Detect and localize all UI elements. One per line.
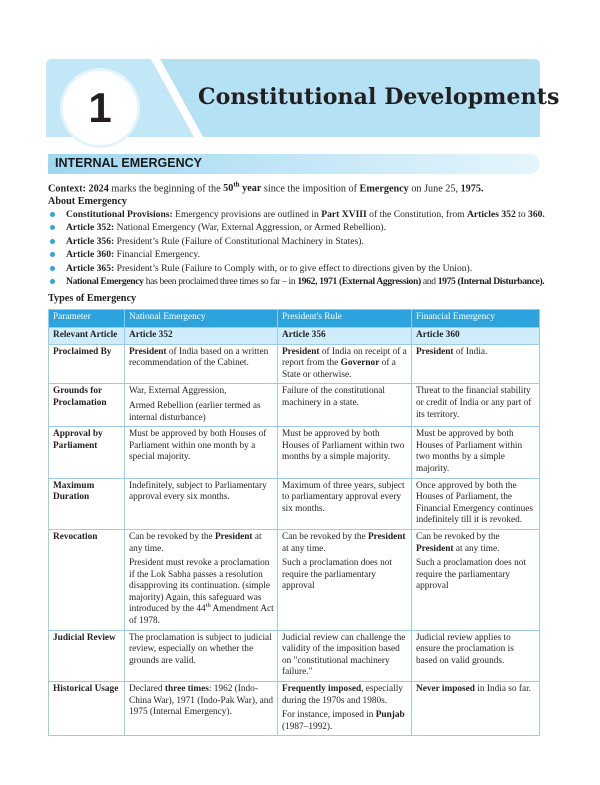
about-bullet-list: [48, 208, 548, 288]
section-title: INTERNAL EMERGENCY: [55, 156, 203, 170]
table-row: [49, 478, 540, 529]
cell-text: of a State or otherwise.: [282, 358, 396, 380]
cell-bold: President: [367, 531, 406, 542]
cell-text: Can be revoked by the: [416, 531, 500, 542]
cell-text: at any time.: [453, 543, 500, 554]
cell-text: at any time.: [282, 543, 326, 554]
cell-text: 44: [196, 604, 206, 615]
cell-bold: President: [129, 346, 167, 357]
row-label: Judicial Review: [49, 630, 125, 681]
table-row: [49, 682, 540, 736]
table-cell: [412, 344, 540, 384]
row-label: Approval by Parliament: [49, 427, 125, 478]
cell-bold: three times: [164, 684, 209, 695]
table-cell: Indefinitely, subject to Parliamentary approval every six months.: [125, 478, 278, 529]
bullet-text: of the Constitution, from: [366, 209, 467, 220]
table-row: [49, 384, 540, 427]
column-header: National Emergency: [125, 310, 278, 328]
table-cell: [412, 682, 540, 736]
about-heading: About Emergency: [48, 196, 127, 207]
bullet-text: President’s Rule (Failure of Constitutional Machinery in States).: [114, 235, 364, 247]
bullet-label: Article 356:: [66, 235, 115, 247]
cell-text: [282, 532, 408, 555]
bullet-text: Emergency provisions are outlined in: [172, 209, 322, 220]
cell-bold: Governor: [340, 358, 380, 369]
cell-text: President must revoke a proclamation if the Lok Sabha passes a resolution disapproving its continuation. (simple majority) Again, this safeguard was introduced by the: [129, 558, 270, 615]
table-cell: Judicial review can challenge the validity of the imposition based on "constitutional machinery failure.": [278, 630, 412, 681]
cell-text: in India so far.: [474, 684, 531, 695]
table-header-row: [49, 310, 540, 328]
cell-text: of India on receipt of a report from the: [282, 346, 407, 369]
chapter-number-circle: [63, 71, 137, 145]
row-label: Grounds for Proclamation: [49, 384, 125, 427]
table-cell: [278, 682, 412, 736]
table-cell: Failure of the constitutional machinery in a state.: [278, 384, 412, 427]
cell-text: [129, 558, 274, 628]
bullet-label: Constitutional Provisions:: [66, 209, 173, 220]
chapter-number: 1: [88, 84, 112, 131]
bullet-text: has been proclaimed three times so far – in: [143, 276, 298, 288]
table-cell: [412, 529, 540, 630]
bullet-label: Article 365:: [66, 262, 115, 274]
bullet-text: National Emergency (War, External Aggression, or Armed Rebellion).: [114, 222, 386, 234]
table-cell: The proclamation is subject to judicial review, especially on whether the grounds are valid.: [125, 630, 278, 681]
column-header: Parameter: [49, 310, 125, 328]
bullet-text: Financial Emergency.: [114, 249, 200, 261]
table-row: [49, 344, 540, 384]
bullet-dot-icon: [50, 252, 55, 257]
cell-bold: President: [416, 543, 454, 554]
table-cell: [278, 529, 412, 630]
context-paragraph: [48, 179, 548, 195]
row-label: Historical Usage: [49, 682, 125, 736]
context-ordinal-sup: th: [233, 181, 240, 189]
cell-bold: President: [214, 531, 253, 542]
row-label: Proclaimed By: [49, 344, 125, 384]
cell-bold: President: [416, 346, 454, 357]
cell-text: [129, 532, 274, 555]
bullet-text: President’s Rule (Failure to Comply with, or to give effect to directions given by the Union).: [114, 262, 473, 274]
cell-text: at any time.: [129, 531, 262, 554]
cell-bold: Never imposed: [416, 684, 475, 695]
table-cell: Must be approved by both Houses of Parliament within two months by a simple majority.: [278, 427, 412, 478]
bullet-dot-icon: [50, 225, 55, 230]
emergency-types-table: [48, 309, 540, 736]
types-heading: Types of Emergency: [48, 293, 137, 304]
bullet-dot-icon: [50, 212, 55, 217]
cell-text: of India.: [453, 346, 488, 357]
context-text-c: since the imposition of: [261, 183, 360, 195]
column-header: Financial Emergency: [412, 310, 540, 328]
table-cell: Must be approved by both Houses of Parliament within two months by a simple majority.: [412, 427, 540, 478]
context-year2: 1975.: [460, 183, 484, 195]
cell-sup: th: [205, 602, 211, 610]
row-label: Maximum Duration: [49, 478, 125, 529]
cell-text: Can be revoked by the: [129, 531, 215, 542]
list-item: [48, 208, 548, 221]
chapter-title: Constitutional Developments: [198, 84, 560, 110]
cell-text: Declared: [129, 684, 165, 695]
cell-bold: President: [282, 346, 320, 357]
cell-text: [282, 710, 408, 733]
bullet-label: Article 352:: [66, 222, 115, 234]
cell-text: [416, 532, 536, 555]
context-label: Context:: [48, 183, 86, 195]
bullet-bold: Articles 352: [466, 209, 516, 220]
table-cell: Threat to the financial stability or credit of India or any part of its territory.: [412, 384, 540, 427]
row-label: Revocation: [49, 529, 125, 630]
table-cell: [278, 344, 412, 384]
context-ordinal-num: 50: [223, 183, 234, 195]
table-cell: Once approved by both the Houses of Parliament, the Financial Emergency continues indefinitely till it is revoked.: [412, 478, 540, 529]
cell-text: For instance, imposed in: [282, 710, 376, 721]
table-row: [49, 328, 540, 345]
table-cell: [125, 529, 278, 630]
cell-text: [282, 684, 408, 707]
table-cell: [125, 682, 278, 736]
cell-text: War, External Aggression,: [129, 386, 227, 397]
context-text-b: year: [239, 183, 262, 195]
section-bar: [48, 154, 540, 174]
table-row: [49, 630, 540, 681]
bullet-dot-icon: [50, 266, 55, 271]
cell-text: Such a proclamation does not require the parliamentary approval: [282, 558, 392, 592]
bullet-text: and: [420, 276, 438, 288]
table-cell: Judicial review applies to ensure the proclamation is based on valid grounds.: [412, 630, 540, 681]
context-year: 2024: [88, 183, 109, 195]
list-item: [48, 235, 548, 248]
column-header: President's Rule: [278, 310, 412, 328]
cell-text: Can be revoked by the: [282, 531, 368, 542]
cell-text: , especially during the 1970s and 1980s.: [282, 684, 403, 706]
table-cell: [125, 344, 278, 384]
cell-bold: Punjab: [375, 710, 405, 721]
table-cell: Article 352: [125, 328, 278, 345]
table-cell: Maximum of three years, subject to parliamentary approval every six months.: [278, 478, 412, 529]
context-text-a: marks the beginning of the: [108, 183, 224, 195]
list-item: [48, 262, 548, 275]
bullet-bold: 1962, 1971 (External Aggression): [297, 276, 421, 288]
bullet-dot-icon: [50, 279, 55, 284]
cell-text: : 1962 (Indo-China War), 1971 (Indo-Pak War), and 1975 (Internal Emergency).: [129, 684, 274, 718]
bullet-bold: 1975 (Internal Disturbance).: [437, 276, 545, 288]
table-cell: Article 360: [412, 328, 540, 345]
cell-text: Amendment Act of 1978.: [129, 604, 274, 627]
cell-text: Armed Rebellion (earlier termed as internal disturbance): [129, 400, 261, 423]
bullet-bold: Part XVIII: [321, 209, 367, 220]
table-cell: Article 356: [278, 328, 412, 345]
bullet-bold: 360.: [528, 209, 545, 220]
list-item: [48, 248, 548, 261]
bullet-label: National Emergency: [66, 276, 144, 288]
context-emergency: Emergency: [359, 183, 409, 195]
cell-text: (1987–1992).: [282, 721, 333, 732]
cell-text: of India based on a written recommendation of the Cabinet.: [129, 346, 269, 369]
bullet-dot-icon: [50, 239, 55, 244]
list-item: [48, 221, 548, 234]
context-text-d: on June 25,: [408, 183, 461, 195]
cell-bold: Frequently imposed: [282, 684, 362, 695]
table-cell: [125, 384, 278, 427]
table-cell: Must be approved by both Houses of Parliament within one month by a special majority.: [125, 427, 278, 478]
row-label: Relevant Article: [49, 328, 125, 345]
cell-text: Such a proclamation does not require the parliamentary approval: [416, 558, 526, 592]
bullet-text: to: [515, 209, 529, 220]
table-row: [49, 529, 540, 630]
bullet-label: Article 360:: [66, 249, 115, 261]
table-row: [49, 427, 540, 478]
list-item: [48, 275, 548, 288]
